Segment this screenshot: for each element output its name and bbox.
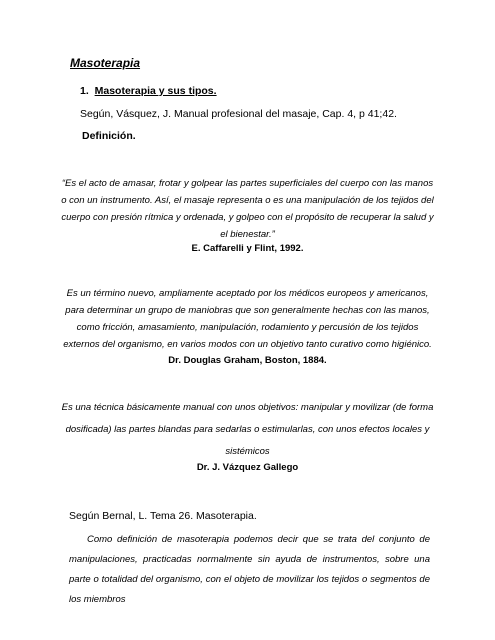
document-title: Masoterapia	[70, 56, 141, 70]
quote-text: Es una técnica básicamente manual con unos objetivos: manipular y movilizar (de forma dosificada) las partes blandas para sedarlas o estimularlas, con unos efectos locales y sistémicos	[61, 402, 434, 457]
definition-heading: Definición.	[82, 130, 136, 142]
section-title: Masoterapia y sus tipos.	[94, 85, 217, 97]
source-reference-1: Según, Vásquez, J. Manual profesional del masaje, Cap. 4, p 41;42.	[80, 108, 397, 120]
source-reference-2: Según Bernal, L. Tema 26. Masoterapia.	[69, 510, 257, 522]
section-heading	[80, 85, 217, 97]
quote-author: E. Caffarelli y Flint, 1992.	[191, 243, 304, 254]
quote-author: Dr. Douglas Graham, Boston, 1884.	[168, 355, 327, 366]
section-number: 1.	[80, 85, 89, 97]
quote-text: “Es el acto de amasar, frotar y golpear las partes superficiales del cuerpo con las manos o con un instrumento. Así, el masaje representa o es una manipulación de los tejidos del cuerpo con presión rítmica y ordenada, y golpeo con el propósito de recuperar la salud y el bienestar.”	[61, 178, 434, 240]
quote-author: Dr. J. Vázquez Gallego	[196, 462, 299, 473]
definition-paragraph: Como definición de masoterapia podemos decir que se trata del conjunto de manipulaciones, practicadas normalmente sin ayuda de instrumentos, sobre una parte o totalidad del organismo, con el objeto de movilizar los tejidos o segmentos de los miembros	[69, 534, 430, 605]
quote-text: Es un término nuevo, ampliamente aceptado por los médicos europeos y americanos, para determinar un grupo de maniobras que son generalmente hechas con las manos, como fricción, amasamiento, manipulación, rodamiento y percusión de los tejidos externos del organismo, en varios modos con un objetivo tanto curativo como higiénico.	[63, 288, 432, 350]
